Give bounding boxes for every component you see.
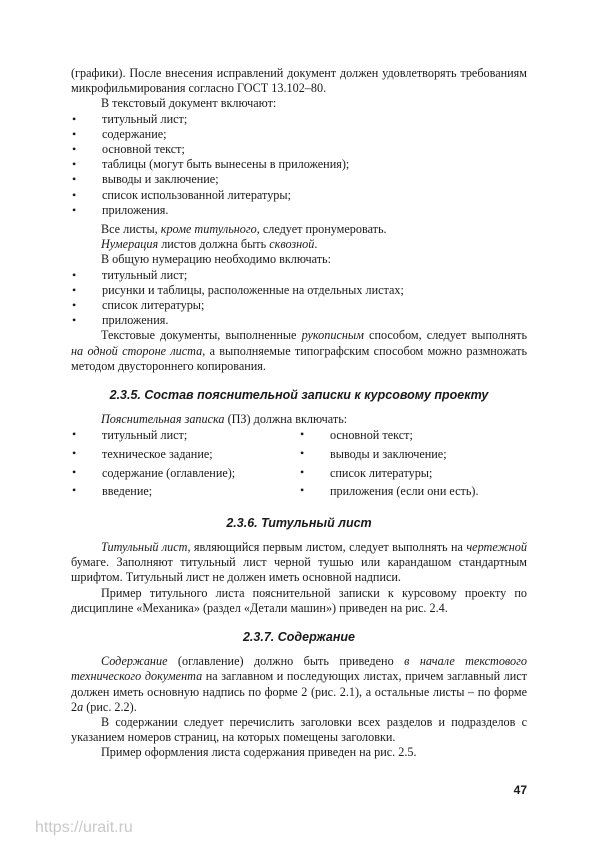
paragraph: Пример оформления листа содержания приведен на рис. 2.5. (101, 745, 417, 760)
numbering-block (101, 222, 527, 268)
list-item: • приложения (если они есть). (299, 483, 527, 502)
list-item: • список использованной литературы; (71, 188, 527, 203)
paragraph: (графики). После внесения исправлений документ должен удовлетворять требованиям микрофильмирования согласно ГОСТ 13.102–80. (71, 66, 527, 96)
bullet-list-right (299, 427, 527, 502)
paragraph: Пример титульного листа пояснительной записки к курсовому проекту по дисциплине «Механика» (раздел «Детали машин») приведен на рис. 2.4. (71, 585, 527, 615)
watermark-url: https://urait.ru (35, 819, 133, 836)
paragraph: Все листы, кроме титульного, следует пронумеровать. (101, 222, 387, 237)
list-item: • техническое задание; (71, 446, 299, 465)
paragraph: В содержании следует перечислить заголовки всех разделов и подразделов с указанием номеров страниц, на которых помещены заголовки. (71, 714, 527, 745)
list-item: • титульный лист; (71, 112, 527, 127)
paragraph: В общую нумерацию необходимо включать: (101, 252, 331, 267)
paragraph: Текстовые документы, выполненные рукописным способом, следует выполнять на одной стороне листа, а выполняемые типографским способом можно размножать методом двустороннего копирования. (71, 328, 527, 373)
two-column-list (71, 427, 527, 502)
paragraph: Нумерация листов должна быть сквозной. (101, 237, 318, 252)
paragraph: В текстовый документ включают: (101, 96, 277, 111)
paragraph: Содержание (оглавление) должно быть приведено в начале текстового технического документа на заглавном и последующих листах, причем заглавный лист должен иметь основную надпись по форме 2 (рис. 2.1), а остальные листы – по форме 2а (рис. 2.2). (71, 654, 528, 714)
list-item: • список литературы; (71, 298, 527, 313)
list-item: • титульный лист; (71, 268, 527, 283)
section-heading: 2.3.5. Состав пояснительной записки к курсовому проекту (109, 388, 489, 403)
list-item: • выводы и заключение; (299, 446, 527, 465)
list-item: • приложения. (71, 203, 527, 218)
list-item: • список литературы; (299, 465, 527, 484)
list-item: • приложения. (71, 313, 527, 328)
list-item: • содержание (оглавление); (71, 465, 299, 484)
section-heading: 2.3.6. Титульный лист (226, 516, 372, 531)
paragraph: Пояснительная записка (ПЗ) должна включать: (101, 412, 348, 427)
list-item: • рисунки и таблицы, расположенные на отдельных листах; (71, 283, 527, 298)
bullet-list (71, 268, 527, 329)
list-item: • содержание; (71, 127, 527, 142)
list-item: • основной текст; (299, 427, 527, 446)
list-item: • выводы и заключение; (71, 172, 527, 187)
list-item: • введение; (71, 483, 299, 502)
list-item: • таблицы (могут быть вынесены в приложения); (71, 157, 527, 172)
section-heading: 2.3.7. Содержание (242, 630, 355, 645)
bullet-list-left (71, 427, 299, 502)
bullet-list (71, 112, 527, 218)
list-item: • основной текст; (71, 142, 527, 157)
document-page (71, 66, 527, 761)
list-item: • титульный лист; (71, 427, 299, 446)
paragraph: Титульный лист, являющийся первым листом, следует выполнять на чертежной бумаге. Заполняют титульный лист черной тушью или карандашом стандартным шрифтом. Титульный лист не должен иметь основной надписи. (71, 540, 527, 585)
page-number: 47 (513, 783, 527, 797)
